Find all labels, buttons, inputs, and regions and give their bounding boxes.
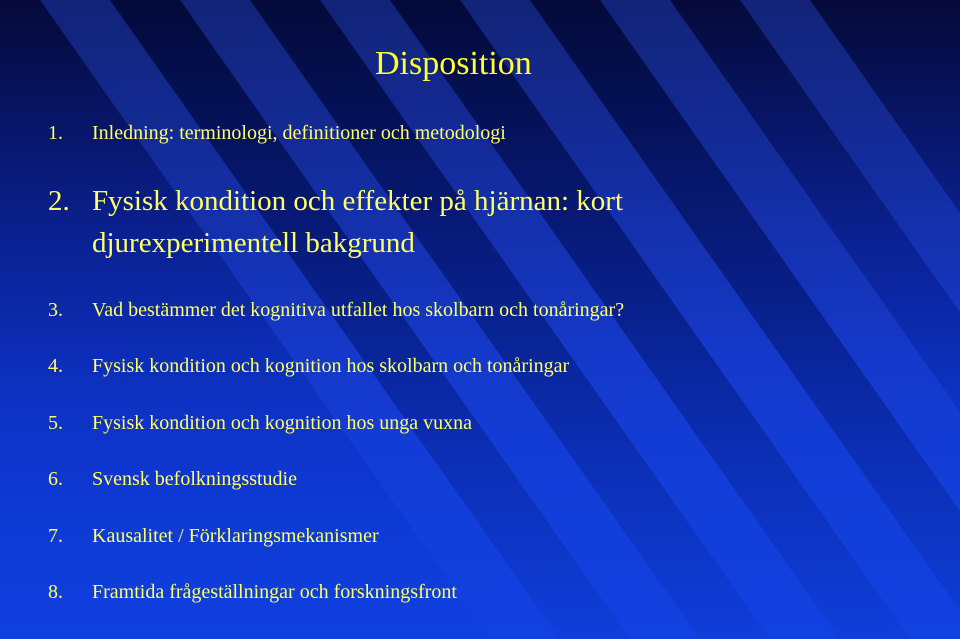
item-text: Svensk befolkningsstudie — [92, 468, 297, 490]
item-text: Framtida frågeställningar och forskningsfront — [92, 581, 457, 603]
item-number: 6. — [48, 468, 63, 490]
item-text: Fysisk kondition och kognition hos unga vuxna — [92, 412, 472, 434]
item-text: Kausalitet / Förklaringsmekanismer — [92, 525, 379, 547]
item-text: Fysisk kondition och effekter på hjärnan: kort djurexperimentell bakgrund — [92, 185, 624, 259]
slide-title: Disposition — [375, 45, 532, 82]
item-number: 2. — [48, 185, 70, 217]
item-text: Fysisk kondition och kognition hos skolbarn och tonåringar — [92, 355, 570, 377]
item-text: Inledning: terminologi, definitioner och metodologi — [92, 122, 506, 144]
item-number: 3. — [48, 299, 63, 321]
item-text: Vad bestämmer det kognitiva utfallet hos skolbarn och tonåringar? — [92, 299, 625, 321]
item-number: 4. — [48, 355, 63, 377]
item-number: 5. — [48, 412, 63, 434]
item-number: 8. — [48, 581, 63, 603]
item-number: 1. — [48, 122, 63, 144]
item-number: 7. — [48, 525, 63, 547]
